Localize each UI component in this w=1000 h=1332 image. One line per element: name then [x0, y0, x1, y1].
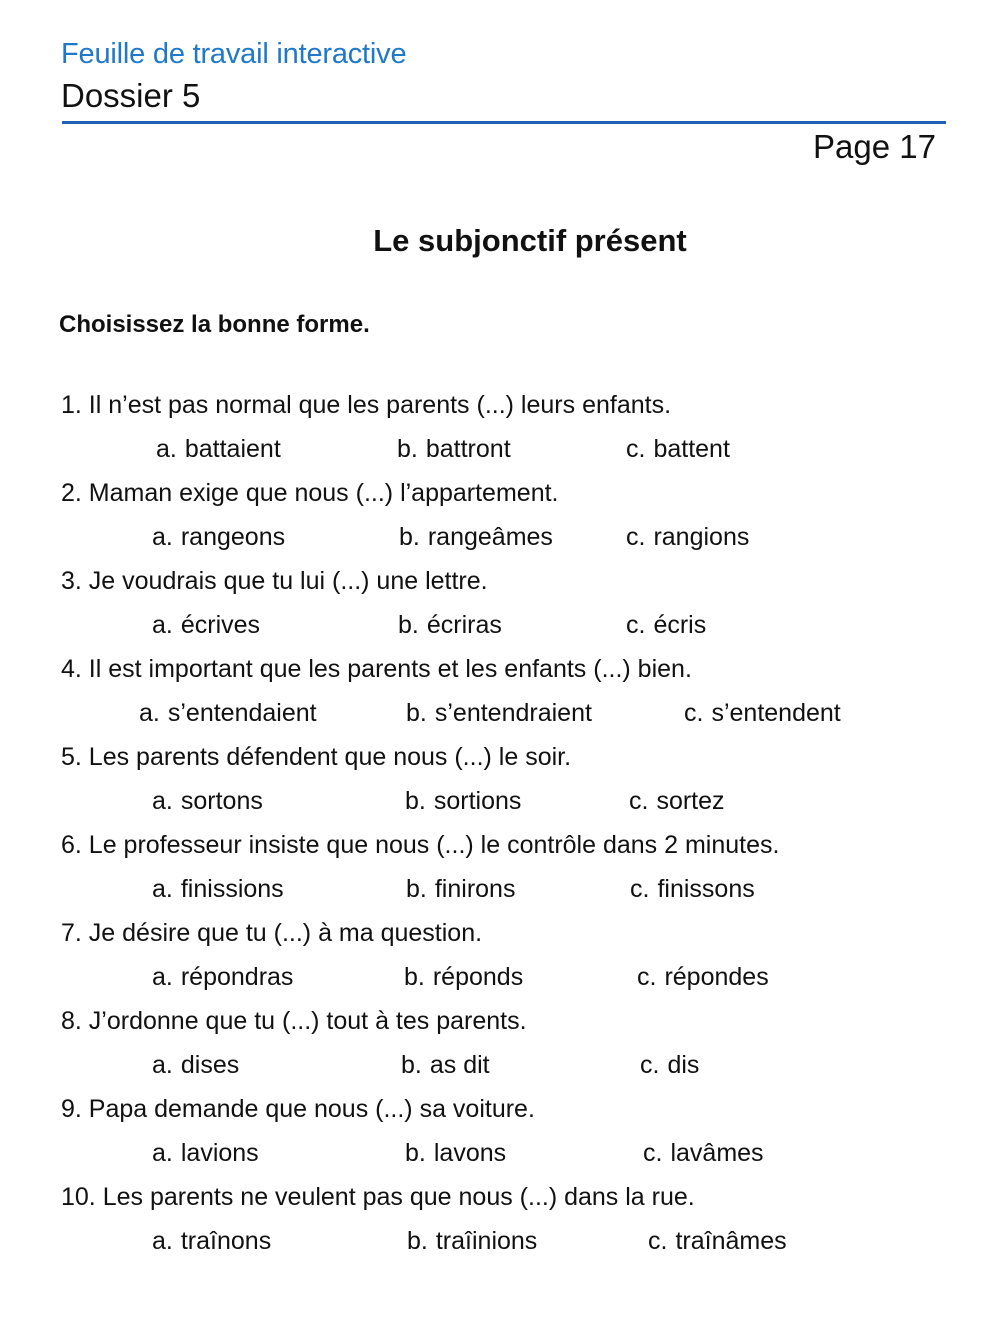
- option-letter: c.: [684, 699, 704, 727]
- option-text: dis: [667, 1051, 700, 1079]
- option-b[interactable]: [401, 1048, 490, 1082]
- question-7: [0, 916, 1000, 1004]
- question-2: [0, 476, 1000, 564]
- question-5: [0, 740, 1000, 828]
- answer-options: [0, 1224, 1000, 1258]
- option-text: réponds: [432, 963, 524, 991]
- option-text: s’entendent: [711, 699, 841, 727]
- answer-options: [0, 1048, 1000, 1082]
- option-text: finirons: [434, 875, 516, 903]
- option-text: traîinions: [435, 1227, 538, 1255]
- option-text: lavons: [433, 1139, 507, 1167]
- option-a[interactable]: [156, 432, 281, 466]
- page-number: Page 17: [813, 128, 936, 165]
- option-c[interactable]: [626, 432, 730, 466]
- option-text: battent: [653, 435, 730, 463]
- option-letter: a.: [156, 435, 177, 463]
- instructions: Choisissez la bonne forme.: [59, 311, 370, 338]
- option-letter: c.: [648, 1227, 668, 1255]
- option-letter: b.: [405, 787, 426, 815]
- question-6: [0, 828, 1000, 916]
- question-4: [0, 652, 1000, 740]
- header-divider: [62, 121, 946, 124]
- option-letter: c.: [626, 435, 646, 463]
- option-letter: a.: [152, 1051, 173, 1079]
- question-3: [0, 564, 1000, 652]
- option-text: lavions: [180, 1139, 259, 1167]
- question-text: 4. Il est important que les parents et les enfants (...) bien.: [61, 655, 692, 683]
- question-10: [0, 1180, 1000, 1268]
- option-letter: c.: [637, 963, 657, 991]
- option-c[interactable]: [630, 872, 755, 906]
- option-text: écrives: [180, 611, 261, 639]
- option-text: sortions: [433, 787, 522, 815]
- option-letter: b.: [406, 875, 427, 903]
- option-letter: b.: [406, 699, 427, 727]
- option-letter: b.: [404, 963, 425, 991]
- option-a[interactable]: [152, 872, 284, 906]
- option-text: rangions: [653, 523, 750, 551]
- option-a[interactable]: [152, 1224, 271, 1258]
- option-c[interactable]: [643, 1136, 764, 1170]
- worksheet-title: Le subjonctif présent: [373, 223, 687, 258]
- option-text: finissons: [657, 875, 755, 903]
- answer-options: [0, 784, 1000, 818]
- option-letter: a.: [152, 787, 173, 815]
- option-a[interactable]: [139, 696, 317, 730]
- option-b[interactable]: [405, 784, 521, 818]
- option-letter: a.: [152, 1139, 173, 1167]
- option-b[interactable]: [397, 432, 511, 466]
- question-text: 8. J’ordonne que tu (...) tout à tes parents.: [61, 1007, 527, 1035]
- option-letter: c.: [630, 875, 650, 903]
- answer-options: [0, 520, 1000, 554]
- option-b[interactable]: [399, 520, 553, 554]
- option-b[interactable]: [404, 960, 523, 994]
- option-letter: b.: [398, 611, 419, 639]
- option-text: sortons: [180, 787, 263, 815]
- option-letter: b.: [405, 1139, 426, 1167]
- question-9: [0, 1092, 1000, 1180]
- option-text: répondras: [180, 963, 294, 991]
- answer-options: [0, 1136, 1000, 1170]
- option-text: rangeons: [180, 523, 286, 551]
- option-letter: a.: [139, 699, 160, 727]
- answer-options: [0, 696, 1000, 730]
- option-text: répondes: [664, 963, 769, 991]
- option-letter: a.: [152, 611, 173, 639]
- question-text: 2. Maman exige que nous (...) l’appartement.: [61, 479, 559, 507]
- option-c[interactable]: [684, 696, 841, 730]
- answer-options: [0, 872, 1000, 906]
- option-text: rangeâmes: [427, 523, 553, 551]
- question-text: 6. Le professeur insiste que nous (...) le contrôle dans 2 minutes.: [61, 831, 780, 859]
- option-text: finissions: [180, 875, 284, 903]
- option-text: s’entendaient: [167, 699, 317, 727]
- option-letter: c.: [626, 523, 646, 551]
- option-letter: c.: [643, 1139, 663, 1167]
- option-text: battront: [425, 435, 511, 463]
- option-b[interactable]: [398, 608, 502, 642]
- option-b[interactable]: [406, 696, 592, 730]
- option-text: sortez: [656, 787, 725, 815]
- option-text: écriras: [426, 611, 502, 639]
- option-text: écris: [653, 611, 707, 639]
- option-c[interactable]: [640, 1048, 699, 1082]
- option-text: lavâmes: [670, 1139, 764, 1167]
- option-letter: b.: [401, 1051, 422, 1079]
- option-letter: b.: [399, 523, 420, 551]
- option-a[interactable]: [152, 1048, 239, 1082]
- option-text: traînâmes: [675, 1227, 787, 1255]
- option-letter: c.: [626, 611, 646, 639]
- option-text: traînons: [180, 1227, 272, 1255]
- option-letter: a.: [152, 963, 173, 991]
- option-c[interactable]: [626, 520, 749, 554]
- option-text: as dit: [429, 1051, 490, 1079]
- question-1: [0, 388, 1000, 476]
- option-c[interactable]: [629, 784, 725, 818]
- option-letter: b.: [407, 1227, 428, 1255]
- question-text: 5. Les parents défendent que nous (...) le soir.: [61, 743, 572, 771]
- option-text: battaient: [184, 435, 281, 463]
- option-a[interactable]: [152, 960, 293, 994]
- question-text: 9. Papa demande que nous (...) sa voiture.: [61, 1095, 535, 1123]
- question-list: [0, 388, 1000, 1268]
- option-text: s’entendraient: [434, 699, 592, 727]
- question-text: 1. Il n’est pas normal que les parents (...) leurs enfants.: [61, 391, 672, 419]
- answer-options: [0, 960, 1000, 994]
- option-b[interactable]: [405, 1136, 506, 1170]
- question-text: 10. Les parents ne veulent pas que nous (...) dans la rue.: [61, 1183, 695, 1211]
- header-subtitle: Feuille de travail interactive: [61, 38, 407, 70]
- option-text: dises: [180, 1051, 240, 1079]
- option-letter: a.: [152, 875, 173, 903]
- option-b[interactable]: [406, 872, 515, 906]
- option-letter: a.: [152, 523, 173, 551]
- option-a[interactable]: [152, 784, 263, 818]
- answer-options: [0, 432, 1000, 466]
- option-b[interactable]: [407, 1224, 537, 1258]
- option-letter: a.: [152, 1227, 173, 1255]
- option-a[interactable]: [152, 608, 260, 642]
- option-a[interactable]: [152, 1136, 259, 1170]
- answer-options: [0, 608, 1000, 642]
- option-letter: b.: [397, 435, 418, 463]
- question-text: 3. Je voudrais que tu lui (...) une lettre.: [61, 567, 488, 595]
- option-a[interactable]: [152, 520, 285, 554]
- option-c[interactable]: [648, 1224, 787, 1258]
- option-c[interactable]: [637, 960, 769, 994]
- option-letter: c.: [629, 787, 649, 815]
- option-letter: c.: [640, 1051, 660, 1079]
- question-8: [0, 1004, 1000, 1092]
- question-text: 7. Je désire que tu (...) à ma question.: [61, 919, 483, 947]
- option-c[interactable]: [626, 608, 706, 642]
- dossier-title: Dossier 5: [61, 77, 201, 114]
